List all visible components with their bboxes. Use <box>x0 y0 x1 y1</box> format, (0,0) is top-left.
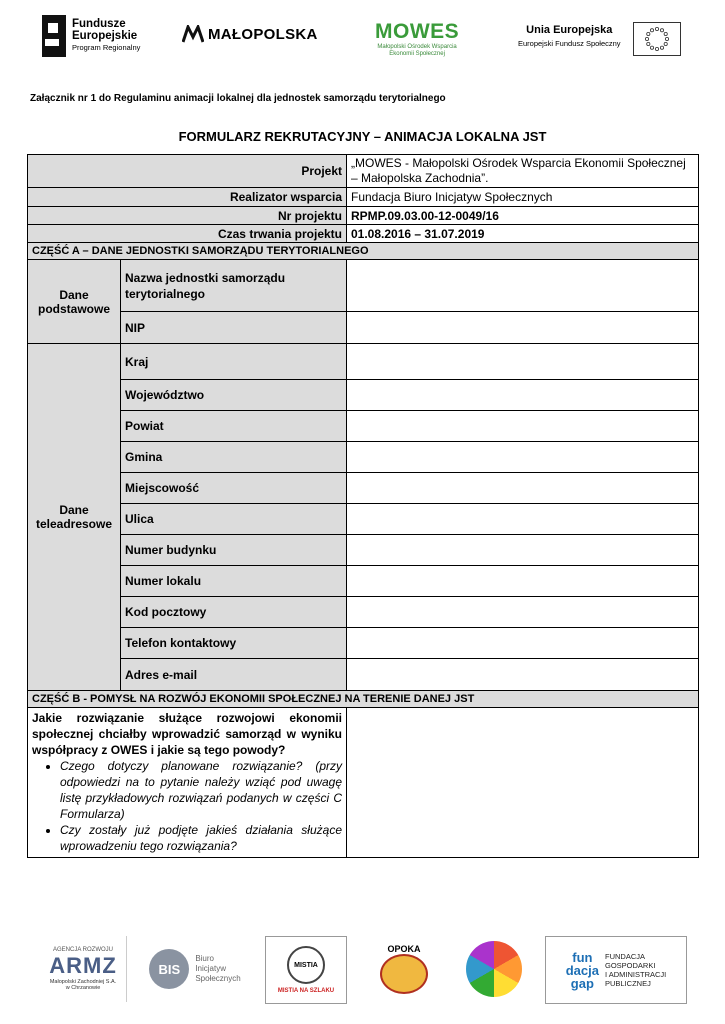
mowes-logo <box>375 20 459 58</box>
bis-line3: Społecznych <box>195 974 241 983</box>
fgap-mark2: dacja <box>565 962 599 978</box>
fe-line2: Europejskie <box>72 30 138 42</box>
header-logos <box>0 0 725 80</box>
field-label: NIP <box>121 312 347 344</box>
info-row-projekt <box>28 155 699 188</box>
section-b-bullets <box>32 758 342 854</box>
field-label: Telefon kontaktowy <box>121 628 347 659</box>
field-row <box>28 504 699 535</box>
field-input[interactable] <box>347 597 699 628</box>
field-label: Powiat <box>121 411 347 442</box>
field-label: Gmina <box>121 442 347 473</box>
info-row-czas <box>28 225 699 243</box>
field-label: Kraj <box>121 344 347 380</box>
field-row <box>28 380 699 411</box>
annex-note: Załącznik nr 1 do Regulaminu animacji lokalnej dla jednostek samorządu terytorialnego <box>30 93 446 104</box>
footer-logos <box>0 936 725 1006</box>
section-b-question-cell <box>28 708 347 858</box>
rainbow-swirl-icon <box>466 941 522 997</box>
fe-flag-icon <box>42 15 66 57</box>
armz-sub1: Małopolski Zachodniej S.A. <box>49 979 117 985</box>
field-row <box>28 312 699 344</box>
field-row <box>28 260 699 312</box>
field-row <box>28 566 699 597</box>
group-dane-podstawowe: Dane podstawowe <box>28 260 121 344</box>
field-label: Adres e-mail <box>121 659 347 691</box>
fgap-mark3: gap <box>570 975 594 991</box>
bis-mark: BIS <box>149 949 189 989</box>
malopolska-text: MAŁOPOLSKA <box>208 25 318 43</box>
section-b-answer[interactable] <box>347 708 699 858</box>
fgap-logo <box>545 936 687 1004</box>
ue-line2: Europejski Fundusz Społeczny <box>518 39 621 48</box>
group-dane-teleadresowe: Dane teleadresowe <box>28 344 121 691</box>
opoka-text: OPOKA <box>387 944 421 954</box>
fgap-line1: FUNDACJA <box>604 952 645 961</box>
field-input[interactable] <box>347 260 699 312</box>
rainbow-logo <box>463 936 525 1002</box>
field-label: Ulica <box>121 504 347 535</box>
info-value: RPMP.09.03.00-12-0049/16 <box>347 207 699 225</box>
bis-logo <box>140 936 250 1002</box>
list-item: • Czego dotyczy planowane rozwiązanie? (przy odpowiedzi na to pytanie należy wziąć pod uwagę listę przykładowych rozwiązań podanych w części C Formularza) <box>60 758 342 822</box>
fgap-line3: I ADMINISTRACJI <box>604 970 667 979</box>
field-row <box>28 628 699 659</box>
mistia-mark: MISTIA <box>287 946 325 984</box>
ue-line1: Unia Europejska <box>526 24 613 36</box>
fgap-line2: GOSPODARKI <box>604 961 656 970</box>
fe-line1: Fundusze <box>72 18 126 30</box>
info-row-nr <box>28 207 699 225</box>
section-b-question: Jakie rozwiązanie służące rozwojowi ekonomii społecznej chciałby wprowadzić samorząd w wyniku współpracy z OWES i jakie są tego powody? <box>32 711 342 757</box>
field-input[interactable] <box>347 535 699 566</box>
armz-name: ARMZ <box>49 953 117 978</box>
info-label: Nr projektu <box>28 207 347 225</box>
field-input[interactable] <box>347 473 699 504</box>
field-label: Nazwa jednostki samorządu terytorialnego <box>121 260 347 312</box>
mistia-logo <box>265 936 347 1004</box>
field-row <box>28 411 699 442</box>
opoka-logo <box>375 936 433 1002</box>
fe-line3: Program Regionalny <box>72 43 141 52</box>
bis-line1: Biuro <box>195 954 214 963</box>
mowes-sub2: Ekonomii Społecznej <box>389 51 445 57</box>
info-value: 01.08.2016 – 31.07.2019 <box>347 225 699 243</box>
info-row-realizator <box>28 188 699 207</box>
field-row <box>28 473 699 504</box>
ue-logo-text <box>518 24 621 50</box>
page-title: FORMULARZ REKRUTACYJNY – ANIMACJA LOKALNA JST <box>178 129 547 144</box>
field-row <box>28 442 699 473</box>
eu-flag-icon <box>633 22 681 56</box>
field-row <box>28 597 699 628</box>
malopolska-mark-icon <box>182 25 204 43</box>
info-label: Czas trwania projektu <box>28 225 347 243</box>
opoka-hands-icon <box>380 954 428 994</box>
armz-sub2: w Chrzanowie <box>65 985 101 991</box>
section-a-header <box>28 243 699 260</box>
section-b-header <box>28 691 699 708</box>
field-input[interactable] <box>347 442 699 473</box>
fgap-mark1: fun <box>572 949 593 965</box>
armz-logo <box>40 936 127 1002</box>
field-label: Numer budynku <box>121 535 347 566</box>
field-input[interactable] <box>347 344 699 380</box>
field-input[interactable] <box>347 504 699 535</box>
mistia-text: MISTIA NA SZLAKU <box>277 988 335 994</box>
field-input[interactable] <box>347 566 699 597</box>
field-label: Miejscowość <box>121 473 347 504</box>
field-row <box>28 535 699 566</box>
info-label: Projekt <box>28 155 347 188</box>
field-input[interactable] <box>347 659 699 691</box>
field-row <box>28 659 699 691</box>
section-b-title: CZĘŚĆ B - POMYSŁ NA ROZWÓJ EKONOMII SPOŁECZNEJ NA TERENIE DANEJ JST <box>28 691 699 708</box>
field-label: Województwo <box>121 380 347 411</box>
field-input[interactable] <box>347 628 699 659</box>
fgap-line4: PUBLICZNEJ <box>604 979 651 988</box>
armz-top: AGENCJA ROZWOJU <box>52 947 113 953</box>
recruitment-form <box>27 154 699 858</box>
info-label: Realizator wsparcia <box>28 188 347 207</box>
section-a-title: CZĘŚĆ A – DANE JEDNOSTKI SAMORZĄDU TERYTORIALNEGO <box>28 243 699 260</box>
fundusze-europejskie-logo <box>42 14 140 58</box>
field-input[interactable] <box>347 411 699 442</box>
field-label: Kod pocztowy <box>121 597 347 628</box>
list-item: • Czy zostały już podjęte jakieś działania służące wprowadzeniu tego rozwiązania? <box>60 822 342 854</box>
mowes-title-suffix: ES <box>430 20 460 43</box>
mowes-title-prefix: MOW <box>375 20 431 43</box>
malopolska-logo <box>182 25 318 43</box>
section-b-row <box>28 708 699 858</box>
field-row <box>28 344 699 380</box>
bis-line2: Inicjatyw <box>195 964 226 973</box>
field-input[interactable] <box>347 380 699 411</box>
mowes-sub1: Małopolski Ośrodek Wsparcia <box>377 44 457 50</box>
field-label: Numer lokalu <box>121 566 347 597</box>
info-value: Fundacja Biuro Inicjatyw Społecznych <box>347 188 699 207</box>
field-input[interactable] <box>347 312 699 344</box>
info-value: „MOWES - Małopolski Ośrodek Wsparcia Ekonomii Społecznej – Małopolska Zachodnia”. <box>347 155 699 188</box>
